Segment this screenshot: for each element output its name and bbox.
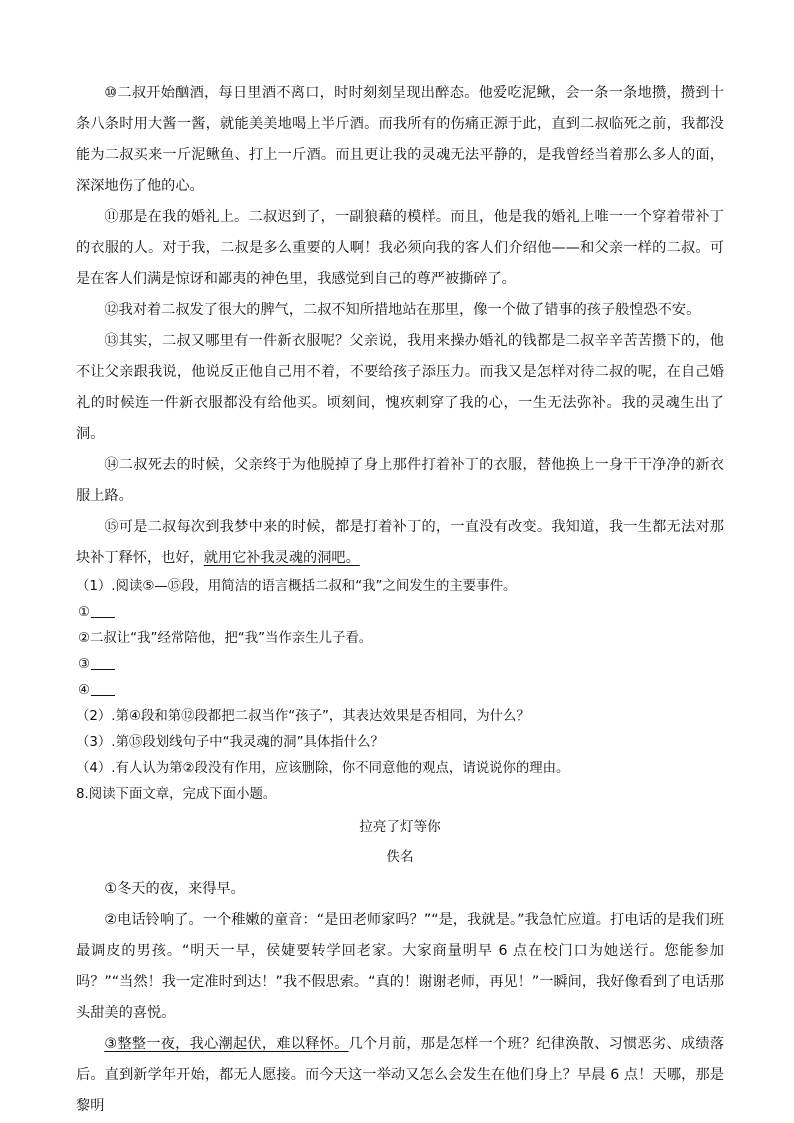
paragraph-10: ⑩二叔开始酗酒，每日里酒不离口，时时刻刻呈现出醉态。他爱吃泥鳅，会一条一条地攒，攒到十条八条时用大酱一酱，就能美美地喝上半斤酒。而我所有的伤痛正源于此，直到二叔临死之前，我都没能为二叔买来一斤泥鳅鱼、打上一斤酒。而且更让我的灵魂无法平静的，是我曾经当着那么多人的面，深深地伤了他的心。 bbox=[76, 85, 724, 194]
item-number: ④ bbox=[78, 683, 91, 698]
paragraph-14: ⑭二叔死去的时候，父亲终于为他脱掉了身上那件打着补丁的衣服，替他换上一身干干净净的新衣服上路。 bbox=[76, 457, 724, 504]
item-number: ① bbox=[78, 605, 91, 620]
article-paragraph-2: ②电话铃响了。一个稚嫩的童音：“是田老师家吗？”“是，我就是。”我急忙应道。打电话的是我们班最调皮的男孩。“明天一早，侯婕要转学回老家。大家商量明早 6 点在校门口为她送行。您能参加吗？”“当然！我一定准时到达！”我不假思索。“真的！谢谢老师，再见！”一瞬间，我好像看到了电话那头甜美的喜悦。 bbox=[76, 912, 724, 1021]
exam-page bbox=[76, 78, 724, 1122]
answer-blank[interactable] bbox=[91, 681, 115, 696]
question-1-item-3 bbox=[76, 652, 724, 678]
section-8-heading: 8.阅读下面文章，完成下面小题。 bbox=[76, 787, 277, 802]
answer-blank[interactable] bbox=[91, 603, 115, 618]
question-1-item-2: ②二叔让“我”经常陪他，把“我”当作亲生儿子看。 bbox=[78, 631, 373, 646]
answer-blank[interactable] bbox=[91, 655, 115, 670]
item-number: ③ bbox=[78, 657, 91, 672]
article-title: 拉亮了灯等你 bbox=[359, 819, 441, 835]
question-1-item-1 bbox=[76, 600, 724, 626]
paragraph-11: ⑪那是在我的婚礼上。二叔迟到了，一副狼藉的模样。而且，他是我的婚礼上唯一一个穿着带补丁的衣服的人。对于我，二叔是多么重要的人啊！我必须向我的客人们介绍他——和父亲一样的二叔。可是在客人们满是惊讶和鄙夷的神色里，我感觉到自己的尊严被撕碎了。 bbox=[76, 209, 724, 287]
question-4: （4）.有人认为第②段没有作用，应该删除，你不同意他的观点，请说说你的理由。 bbox=[76, 761, 570, 776]
paragraph-15-text: ⑮可是二叔每次到我梦中来的时候，都是打着补丁的，一直没有改变。我知道，我一生都无法对那块补丁释怀，也好， bbox=[76, 519, 724, 566]
paragraph-13: ⑬其实，二叔又哪里有一件新衣服呢？父亲说，我用来操办婚礼的钱都是二叔辛辛苦苦攒下的，他不让父亲跟我说，他说反正他自己用不着，不要给孩子添压力。而我又是怎样对待二叔的呢，在自己婚礼的时候连一件新衣服都没有给他买。顷刻间，愧疚刺穿了我的心，一生无法弥补。我的灵魂生出了洞。 bbox=[76, 333, 724, 442]
article-paragraph-1: ①冬天的夜，来得早。 bbox=[104, 881, 245, 897]
paragraph-12: ⑫我对着二叔发了很大的脾气，二叔不知所措地站在那里，像一个做了错事的孩子般惶恐不安。 bbox=[104, 302, 701, 318]
article-paragraph-3-text: 几个月前，那是怎样一个班？纪律涣散、习惯恶劣、成绩落后。直到新学年开始，都无人愿接。而今天这一举动又怎么会发生在他们身上？早晨 6 点！天哪，那是黎明 bbox=[76, 1036, 724, 1114]
paragraph-15 bbox=[76, 512, 724, 574]
underlined-sentence: ③整整一夜，我心潮起伏，难以释怀。 bbox=[104, 1036, 349, 1052]
question-1-item-4 bbox=[76, 678, 724, 704]
question-3: （3）.第⑮段划线句子中“我灵魂的洞”具体指什么？ bbox=[76, 735, 384, 750]
question-1: （1）.阅读⑤—⑮段，用简洁的语言概括二叔和“我”之间发生的主要事件。 bbox=[76, 579, 517, 594]
article-author: 佚名 bbox=[386, 849, 414, 865]
article-paragraph-3 bbox=[76, 1029, 724, 1122]
question-2: （2）.第④段和第⑫段都把二叔当作“孩子”，其表达效果是否相同，为什么？ bbox=[76, 709, 530, 724]
underlined-sentence: 就用它补我灵魂的洞吧。 bbox=[203, 550, 360, 566]
